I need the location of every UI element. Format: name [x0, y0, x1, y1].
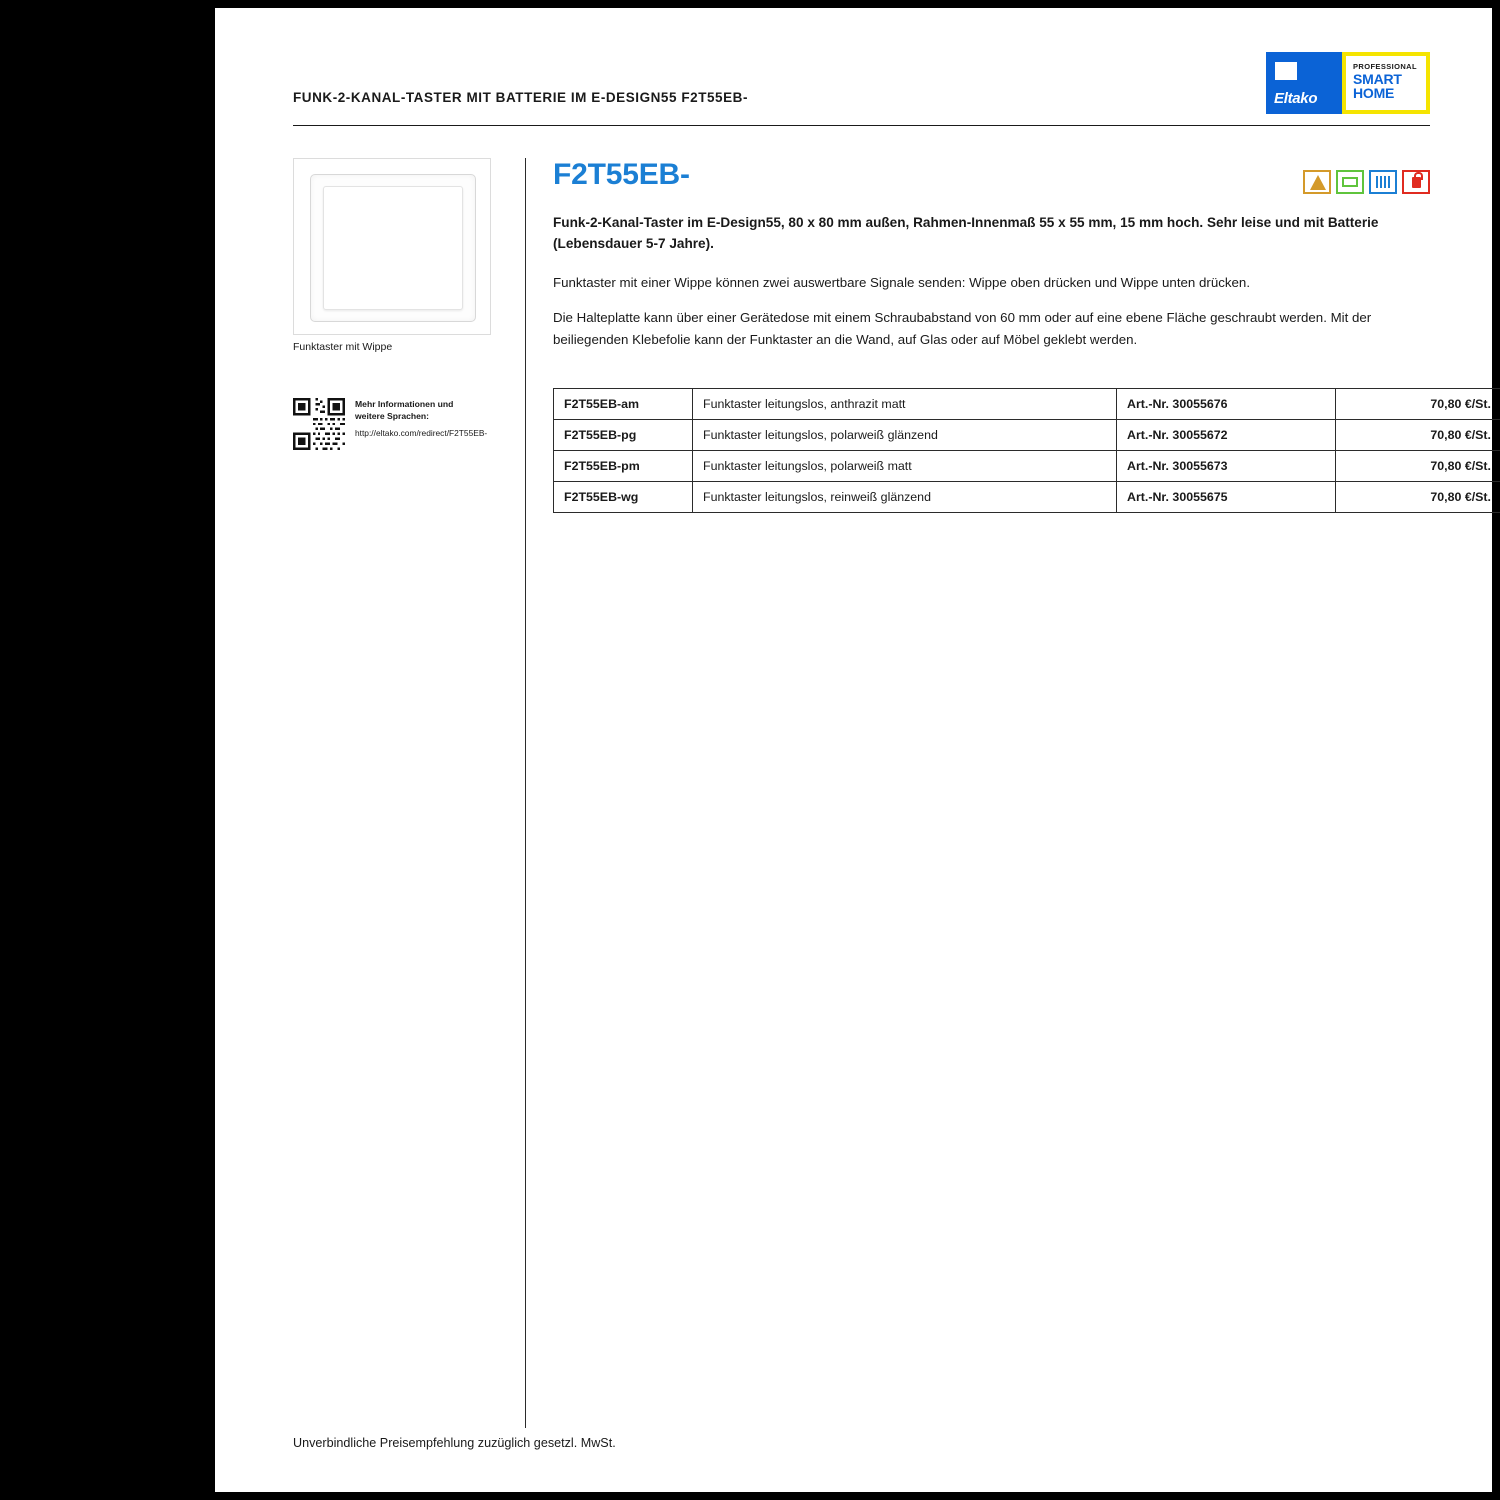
variant-article-number: Art.-Nr. 30055672 [1117, 419, 1336, 450]
professional-smart-home-logo [1342, 52, 1430, 114]
document-icons [1303, 170, 1430, 194]
switch-frame-graphic [310, 174, 476, 322]
description-paragraph-1: Funktaster mit einer Wippe können zwei auswertbare Signale senden: Wippe oben drücken und Wippe unten drücken. [553, 275, 1251, 290]
pdf-datasheet-icon[interactable] [1303, 170, 1331, 194]
table-row [554, 450, 1500, 481]
variant-description: Funktaster leitungslos, anthrazit matt [693, 388, 1117, 419]
variant-article-number: Art.-Nr. 30055673 [1117, 450, 1336, 481]
security-lock-icon[interactable] [1402, 170, 1430, 194]
header-divider [293, 125, 1430, 126]
variant-code: F2T55EB-pm [554, 450, 693, 481]
description-paragraph-2: Die Halteplatte kann über einer Gerätedose mit einem Schraubabstand von 60 mm oder auf eine ebene Fläche geschraubt werden. Mit der beiliegenden Klebefolie kann der Funktaster an die Wand, auf Glas oder auf Möbel geklebt werden. [553, 309, 1372, 347]
variant-price: 70,80 €/St. [1336, 419, 1500, 450]
eltako-wordmark: Eltako [1274, 90, 1318, 107]
variant-article-number: Art.-Nr. 30055676 [1117, 388, 1336, 419]
qr-url[interactable]: http://eltako.com/redirect/F2T55EB- [355, 428, 488, 438]
product-name: F2T55EB- [553, 158, 690, 191]
qr-label-line1: Mehr Informationen und [355, 399, 454, 409]
product-main [553, 158, 1491, 513]
brand-logos [1266, 52, 1430, 114]
page-header [293, 30, 1430, 120]
footer-note: Unverbindliche Preisempfehlung zuzüglich gesetzl. MwSt. [293, 1436, 616, 1450]
psh-line3: HOME [1353, 85, 1395, 101]
variants-table [553, 388, 1500, 513]
barcode-icon[interactable] [1369, 170, 1397, 194]
table-row [554, 419, 1500, 450]
column-divider [525, 158, 526, 1428]
psh-line1: PROFESSIONAL [1353, 62, 1417, 71]
table-row [554, 388, 1500, 419]
qr-label-line2: weitere Sprachen: [355, 410, 430, 421]
variant-price: 70,80 €/St. [1336, 450, 1500, 481]
qr-code-icon[interactable] [293, 398, 345, 450]
qr-info-block [293, 398, 503, 458]
product-photo-caption: Funktaster mit Wippe [293, 341, 393, 353]
variant-code: F2T55EB-pg [554, 419, 693, 450]
product-description [553, 272, 1423, 352]
document-page [215, 8, 1492, 1492]
variant-price: 70,80 €/St. [1336, 481, 1500, 512]
variant-description: Funktaster leitungslos, polarweiß matt [693, 450, 1117, 481]
variant-article-number: Art.-Nr. 30055675 [1117, 481, 1336, 512]
variant-description: Funktaster leitungslos, reinweiß glänzend [693, 481, 1117, 512]
product-subtitle: Funk-2-Kanal-Taster im E-Design55, 80 x 80 mm außen, Rahmen-Innenmaß 55 x 55 mm, 15 mm hoch. Sehr leise und mit Batterie (Lebensdauer 5-7 Jahre). [553, 215, 1379, 251]
manual-icon[interactable] [1336, 170, 1364, 194]
qr-info-text [355, 399, 505, 439]
variant-code: F2T55EB-wg [554, 481, 693, 512]
eltako-mark-icon [1275, 62, 1297, 80]
psh-line2: SMART [1353, 71, 1402, 87]
variant-description: Funktaster leitungslos, polarweiß glänzend [693, 419, 1117, 450]
variant-code: F2T55EB-am [554, 388, 693, 419]
eltako-logo [1266, 52, 1342, 114]
switch-rocker-graphic [323, 186, 463, 310]
product-photo [293, 158, 491, 335]
table-row [554, 481, 1500, 512]
variant-price: 70,80 €/St. [1336, 388, 1500, 419]
page-title: FUNK-2-KANAL-TASTER MIT BATTERIE IM E-DESIGN55 F2T55EB- [293, 90, 749, 105]
